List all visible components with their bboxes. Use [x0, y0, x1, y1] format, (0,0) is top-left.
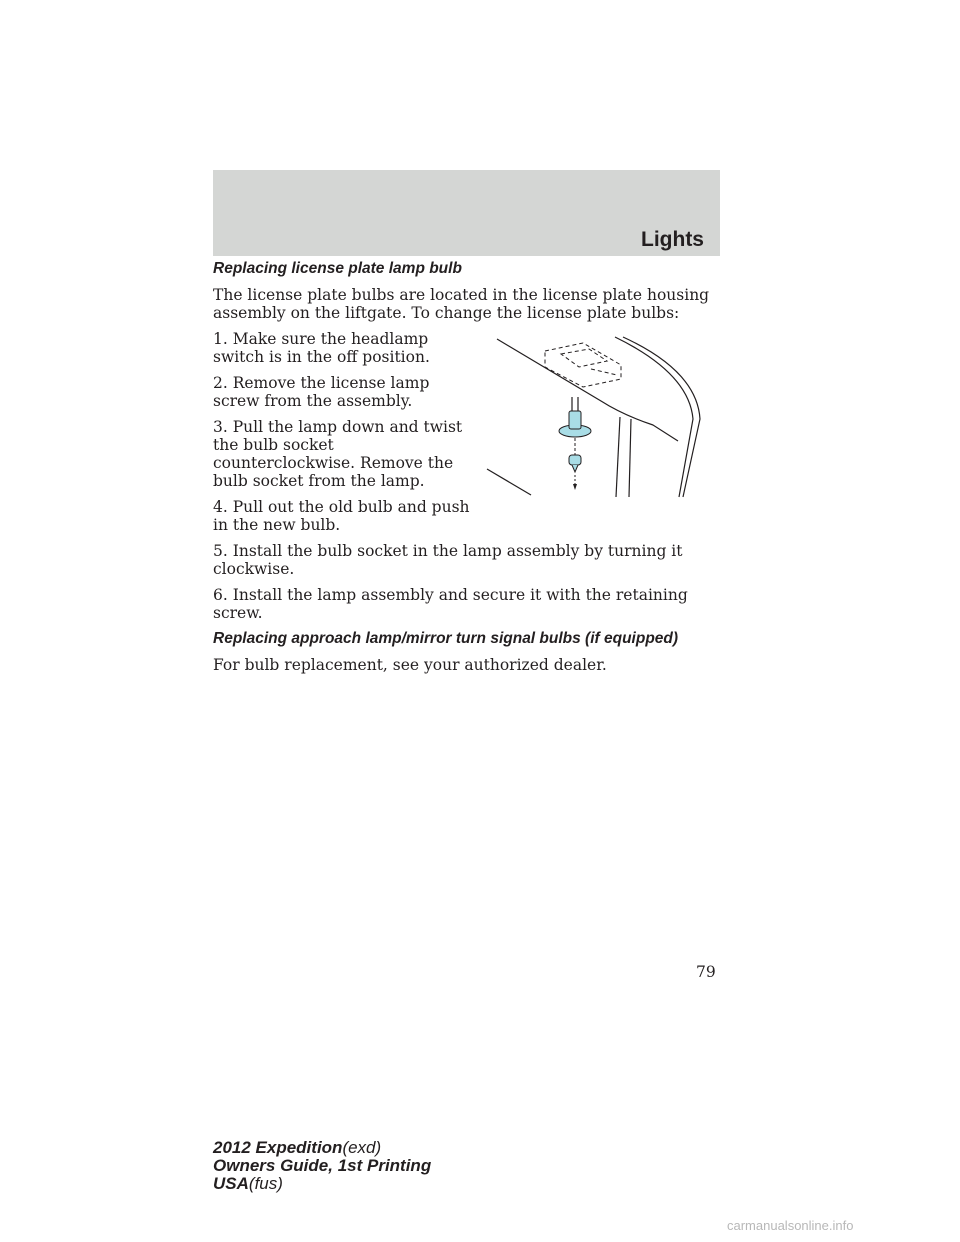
- license-plate-lamp-illustration: [483, 329, 708, 499]
- section-heading-approach-lamp: Replacing approach lamp/mirror turn signal bulbs (if equipped): [213, 630, 679, 647]
- step-3: 3. Pull the lamp down and twist the bulb socket counterclockwise. Remove the bulb socket from the lamp.: [213, 418, 463, 490]
- dealer-paragraph: For bulb replacement, see your authorized dealer.: [213, 656, 607, 674]
- section-title: Lights: [641, 228, 704, 251]
- step-6: 6. Install the lamp assembly and secure it with the retaining screw.: [213, 586, 688, 622]
- section-heading-license-lamp: Replacing license plate lamp bulb: [213, 260, 462, 277]
- bulb-socket-icon: [559, 397, 591, 490]
- footer-market-code: (fus): [248, 1174, 283, 1193]
- step-5: 5. Install the bulb socket in the lamp assembly by turning it clockwise.: [213, 542, 683, 578]
- steps-narrow-column: [213, 330, 475, 534]
- section-header-band: [213, 170, 720, 256]
- footer-market: USA: [213, 1174, 249, 1193]
- footer-vehicle-code: (exd): [342, 1138, 382, 1157]
- step-1: 1. Make sure the headlamp switch is in the off position.: [213, 330, 430, 366]
- page-number: 79: [696, 963, 716, 981]
- watermark: carmanualsonline.info: [727, 1218, 854, 1233]
- print-footer: [213, 1139, 431, 1193]
- footer-vehicle: 2012 Expedition: [213, 1138, 343, 1157]
- footer-printing: Owners Guide, 1st Printing: [213, 1156, 432, 1175]
- intro-paragraph: The license plate bulbs are located in the license plate housing assembly on the liftgate. To change the license plate bulbs:: [213, 286, 710, 322]
- step-4: 4. Pull out the old bulb and push in the new bulb.: [213, 498, 470, 534]
- step-2: 2. Remove the license lamp screw from the assembly.: [213, 374, 430, 410]
